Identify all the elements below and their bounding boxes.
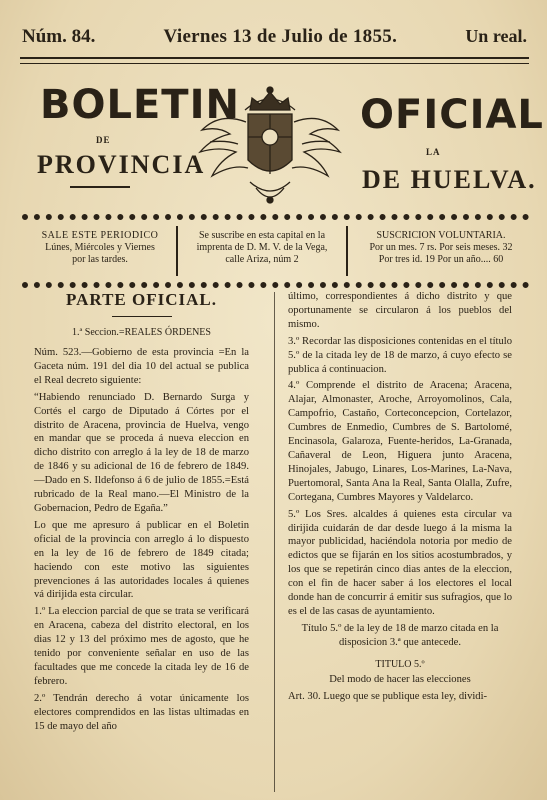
paragraph: 1.º La eleccion parcial de que se trata se verificará en Aracena, cabeza del distrito electoral, en los dias 12 y 13 del próximo mes de agosto, que he tenido por conveniente señalar en uso de las facultades que me concede la citada ley de 16 de febrero. <box>34 606 249 687</box>
masthead-la: LA <box>426 147 441 157</box>
paragraph: Núm. 523.—Gobierno de esta provincia =En la Gaceta núm. 191 del dia 10 del actual se publica el Real decreto siguiente: <box>34 347 249 386</box>
paragraph: 5.º Los Sres. alcaldes á quienes esta circular va dirijida cuidarán de dar desde luego á la misma la mayor publicidad, haciéndola notoria por medio de edictos que se fijarán en los sitios acostumbrados, y los que se repetirán cinco dias antes de la eleccion, con el fin de hacer saber á los electores el local donde han de concurrir á emitir sus sufragios, que lo es el de las casas de ayuntamiento. <box>288 508 512 617</box>
coat-of-arms-icon <box>190 82 350 212</box>
schedule-days: Lúnes, Miércoles y Viernes <box>45 242 155 253</box>
paragraph: 2.º Tendrán derecho á votar únicamente los electores comprendidos en las listas ultimadas en 15 de mayo del año <box>34 692 249 732</box>
masthead-oficial: OFICIAL <box>360 92 544 138</box>
paragraph: último, correspondientes á dicho distrito y que oportunamente se circularon á los pueblos del mismo. <box>288 291 512 330</box>
header-rule <box>20 57 529 64</box>
masthead-de: DE <box>96 135 111 145</box>
article-line: Art. 30. Luego que se publique esta ley, dividi- <box>288 690 488 702</box>
subscription-prices <box>352 230 530 266</box>
band-divider <box>346 226 348 276</box>
band-divider <box>176 226 178 276</box>
paragraph: Título 5.º de la ley de 18 de marzo citada en la disposicion 3.ª que antecede. <box>301 622 499 648</box>
title-heading: TITULO 5.º <box>375 658 425 670</box>
column-divider <box>274 292 275 792</box>
issue-dateline <box>22 26 527 56</box>
issue-date: Viernes 13 de Julio de 1855. <box>163 26 398 47</box>
schedule-time: por las tardes. <box>72 254 128 265</box>
schedule-heading: SALE ESTE PERIODICO <box>41 230 159 241</box>
title-underline <box>112 316 172 317</box>
paragraph: 4.º Comprende el distrito de Aracena; Aracena, Alajar, Almonaster, Aroche, Arroyomolinos, Cala, Campofrio, Castaño, Corteconcepcion, Cortelazor, Cumbres de Enmedio, Cumbres de S. Bartolomé, Encinasola, Galaroza, Fuente-heridos, La-Granada, Cañaveral de Leon, Higuera junto Aracena, Hinojales, Jabugo, Linares, Los-Marines, La-Nava, Puertomoral, Santa Ana la Real, Santa Olalla, Zufre, Cortegana, Cumbres Mayores y Valdelarco. <box>288 380 512 503</box>
article-columns <box>34 290 510 800</box>
left-column <box>34 290 249 736</box>
paragraph: 3.º Recordar las disposiciones contenidas en el título 5.º de la citada ley de 18 de marzo, á cuyo efecto se publica á continuacion. <box>288 335 512 375</box>
prices-line-1: Por un mes. 7 rs. Por seis meses. 32 <box>369 242 513 253</box>
address-line-1: Se suscribe en esta capital en la <box>198 230 326 241</box>
title-subheading: Del modo de hacer las elecciones <box>329 673 471 685</box>
paragraph: “Habiendo renunciado D. Bernardo Surga y Cortés el cargo de Diputado á Córtes por el distrito de Aracena, provincia de Huelva, vengo en mandar que se proceda á nueva eleccion en dicho distrito con arreglo á la ley de 18 de marzo de 1846 y su adicional de 16 de febrero de 1849.—Dado en S. Ildefonso á 6 de julio de 1855.=Está rubricado de la Real mano.—El Ministro de la Gobernacion, Pedro de Egaña.” <box>34 391 249 514</box>
prices-heading: SUSCRICION VOLUNTARIA. <box>376 230 506 241</box>
address-line-2: imprenta de D. M. V. de la Vega, <box>196 242 328 253</box>
address-line-3: calle Ariza, núm 2 <box>225 254 299 265</box>
issue-price: Un real. <box>465 26 527 46</box>
prices-line-2: Por tres id. 19 Por un año.... 60 <box>378 254 504 265</box>
right-column <box>288 290 512 706</box>
section-title: PARTE OFICIAL. <box>66 290 217 309</box>
flourish-left <box>70 186 130 188</box>
paragraph: Lo que me apresuro á publicar en el Boletin oficial de la provincia con arreglo á lo dispuesto en la ley de 16 de febrero de 1849 citada; haciendo con este motivo las siguientes prevenciones á las autoridades locales á quienes vá dirijida esta circular. <box>34 519 249 601</box>
subsection-title: 1.ª Seccion.=REALES ÓRDENES <box>72 327 211 338</box>
masthead-huelva: DE HUELVA. <box>362 165 537 194</box>
subscription-address <box>182 230 342 266</box>
masthead-provincia: PROVINCIA <box>37 150 206 179</box>
issue-number: Núm. 84. <box>22 26 96 47</box>
masthead-boletin: BOLETIN <box>40 82 240 128</box>
publication-schedule <box>30 230 170 266</box>
subscription-band <box>22 214 529 288</box>
